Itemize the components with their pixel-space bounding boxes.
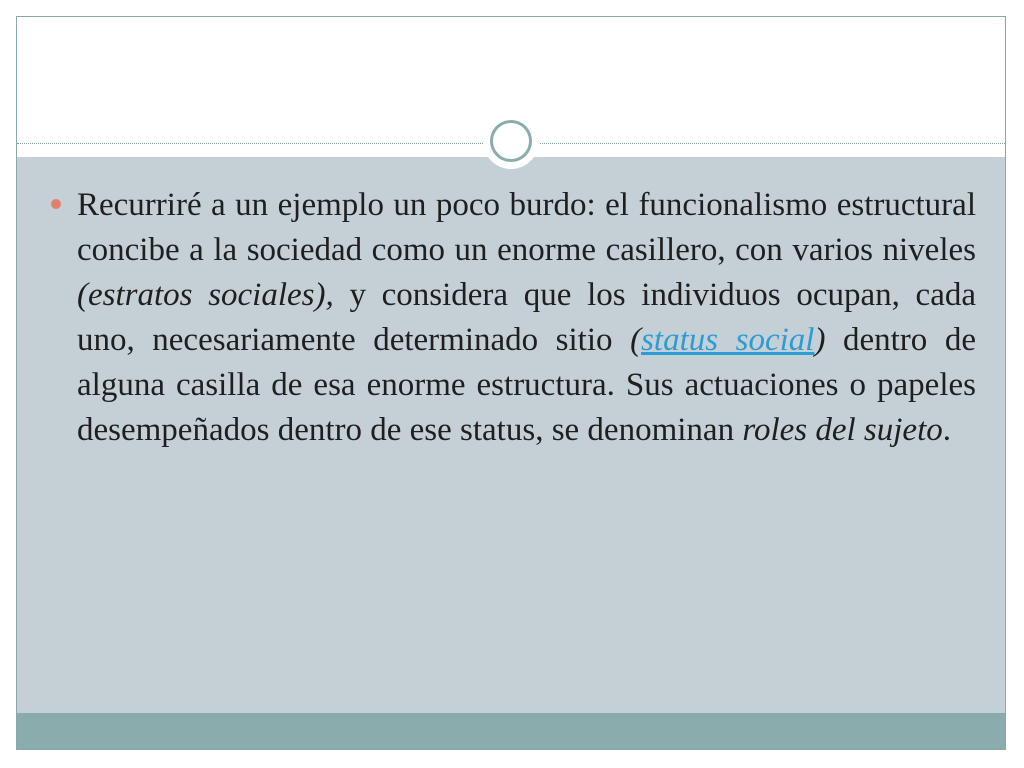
circle-ring-icon [483,113,539,169]
status-social-link[interactable]: status social [641,322,815,358]
text-segment: . [942,412,951,448]
italic-segment: (estratos sociales), [77,277,334,313]
footer-bar [17,713,1005,749]
italic-segment: ( [630,322,642,358]
text-segment: y considera que los individuos ocupan, cada uno, necesariamente determinado sitio [77,277,976,358]
text-segment: dentro de alguna casilla de esa enorme estructura. Sus actuaciones o papeles desempeñados dentro de ese status, se denominan [77,322,976,448]
bullet-paragraph [77,183,976,453]
bullet-list-item [51,183,976,453]
circle-ring-inner [490,120,532,162]
text-segment: Recurriré a un ejemplo un poco burdo: el funcionalismo estructural concibe a la sociedad como un enorme casillero, con varios niveles [77,187,976,268]
italic-segment: roles del sujeto [742,412,943,448]
slide [16,16,1006,750]
italic-segment: ) [814,322,826,358]
bullet-icon [51,199,61,209]
